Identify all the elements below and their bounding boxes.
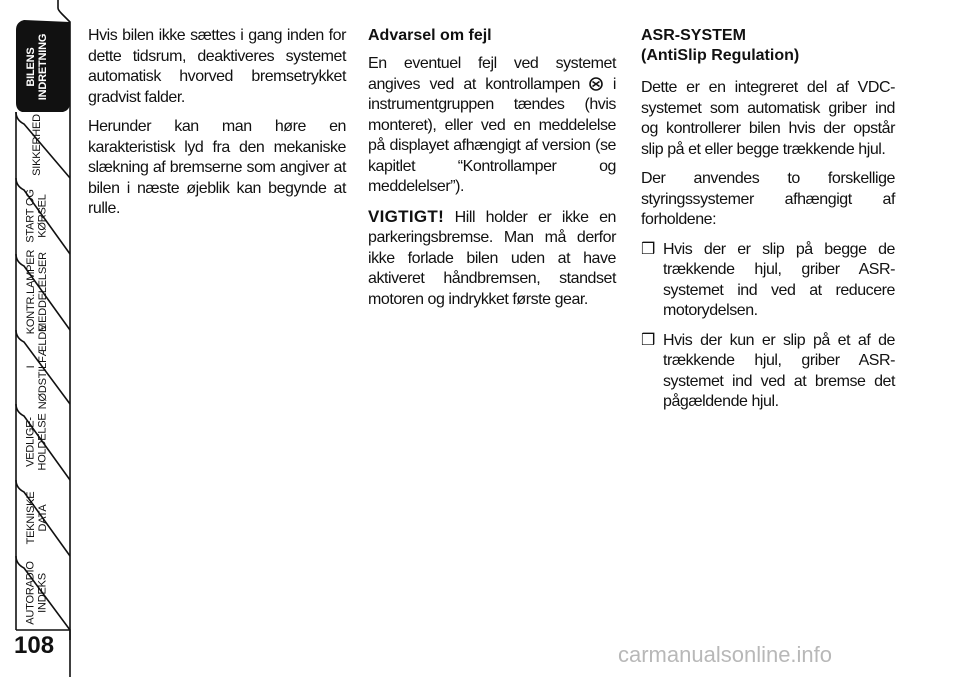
tab-autoradio-indeks[interactable]: AUTORADIO INDEKS: [25, 561, 49, 625]
tab-i-nodstilfaelde[interactable]: I NØDSTILFÆLDE: [25, 324, 50, 410]
heading-asr-line2: (AntiSlip Regulation): [641, 47, 800, 64]
paragraph-important: [368, 207, 616, 311]
fault-text-end: i instrumentgruppen tændes (hvis monteret), eller ved en meddelelse på displayet afhængigt af version (se kapitlet “Kontrollamper og meddelelser”).: [368, 75, 616, 195]
paragraph-control-systems: Der anvendes to forskellige styringssystemer afhængigt af forholdene:: [641, 170, 895, 228]
column-1: [88, 26, 346, 229]
tab-tekniske-data[interactable]: TEKNISKE DATA: [25, 491, 49, 545]
paragraph-fault: [368, 54, 616, 198]
heading-asr-system: [641, 26, 895, 66]
tab-sikkerhed[interactable]: SIKKERHED: [31, 114, 43, 176]
page-number: 108: [14, 632, 55, 659]
chapter-tab-strip: [0, 0, 74, 677]
checkbox-bullet-icon: ❒: [641, 331, 655, 349]
bullet-item: [641, 331, 895, 413]
important-label: VIGTIGT!: [368, 206, 445, 226]
paragraph-deactivation: Hvis bilen ikke sættes i gang inden for dette tidsrum, deaktiveres systemet automatisk hvorved bremsetrykket gradvist falder.: [88, 27, 346, 106]
column-2: [368, 26, 616, 319]
tab-kontrollamper[interactable]: KONTR.LAMPER MEDDELELSER: [25, 249, 49, 335]
important-text: Hill holder er ikke en parkeringsbremse. Man må derfor ikke forlade bilen uden at have aktiveret håndbremsen, standset motoren og indrykket første gear.: [368, 208, 616, 308]
tab-vedligeholdelse[interactable]: VEDLIGE- HOLDELSE: [25, 413, 49, 471]
bullet-text: Hvis der kun er slip på et af de trækkende hjul, griber ASR-systemet ind ved at bremse det pågældende hjul.: [663, 331, 895, 410]
watermark: carmanualsonline.info: [618, 642, 833, 667]
checkbox-bullet-icon: ❒: [641, 240, 655, 258]
heading-fault-warning: Advarsel om fejl: [368, 27, 492, 44]
tab-bilens-indretning[interactable]: BILENS INDRETNING: [24, 33, 49, 101]
heading-asr-line1: ASR-SYSTEM: [641, 27, 746, 44]
paragraph-asr-intro: Dette er en integreret del af VDC-systemet som automatisk griber ind og kontrollerer bilen hvis der opstår slip på et eller begge trækkende hjul.: [641, 79, 895, 158]
bullet-text: Hvis der er slip på begge de trækkende hjul, griber ASR-systemet ind ved at reducere motorydelsen.: [663, 240, 895, 319]
column-3: [641, 26, 895, 422]
bullet-item: [641, 240, 895, 322]
paragraph-brake-sound: Herunder kan man høre en karakteristisk lyd fra den mekaniske slækning af bremserne som angiver at bilen i næste øjeblik kan begynde at rulle.: [88, 118, 346, 217]
warning-lamp-icon: [589, 77, 603, 91]
fault-text-start: En eventuel fejl ved systemet angives ved at kontrollampen: [368, 55, 616, 93]
tab-start-og-korsel[interactable]: START OG KØRSEL: [24, 189, 49, 243]
